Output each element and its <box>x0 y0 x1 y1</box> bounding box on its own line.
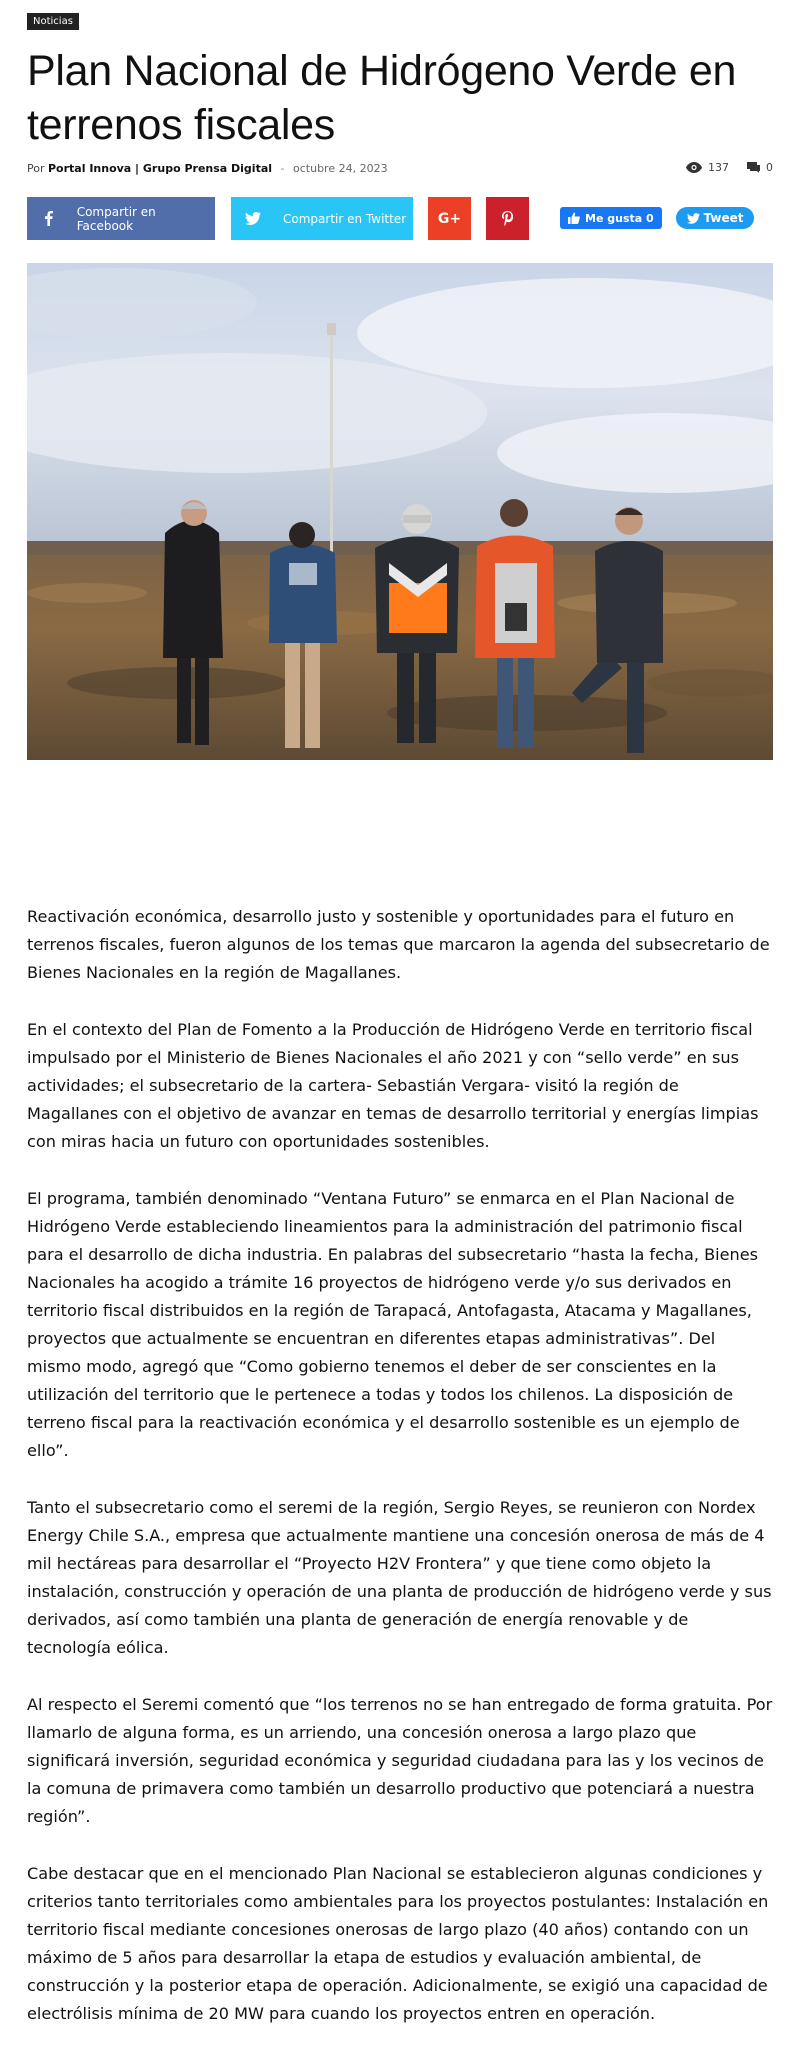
by-label: Por <box>27 162 45 175</box>
comment-icon <box>747 162 760 173</box>
twitter-icon <box>687 213 700 224</box>
article-meta <box>27 162 388 175</box>
paragraph-6: Cabe destacar que en el mencionado Plan Nacional se establecieron algunas condiciones y criterios tanto territoriales como ambientales para los proyectos postulantes: Instalación en territorio fiscal mediante concesiones onerosas de largo plazo (40 años) contando con un máximo de 5 años para desarrollar la etapa de estudios y evaluación ambiental, de construcción y la posterior etapa de operación. Adicionalmente, se exigió una capacidad de electrólisis mínima de 20 MW para cuando los proyectos entren en operación. <box>27 1864 769 2023</box>
share-facebook-label: Compartir en Facebook <box>76 204 156 233</box>
author-link[interactable]: Portal Innova | Grupo Prensa Digital <box>48 162 273 175</box>
tweet-label: Tweet <box>703 211 744 225</box>
paragraph-4: Tanto el subsecretario como el seremi de la región, Sergio Reyes, se reunieron con Nordex Energy Chile S.A., empresa que actualmente mantiene una concesión onerosa de más de 4 mil hectáreas para desarrollar el “Proyecto H2V Frontera” y que tiene como objeto la instalación, construcción y operación de una planta de producción de hidrógeno verde y sus derivados, así como también una planta de generación de energía renovable y de tecnología eólica. <box>27 1498 772 1657</box>
views-value: 137 <box>708 161 729 174</box>
tweet-button[interactable] <box>676 207 754 229</box>
paragraph-2: En el contexto del Plan de Fomento a la Producción de Hidrógeno Verde en territorio fiscal impulsado por el Ministerio de Bienes Nacionales el año 2021 y con “sello verde” en sus actividades; el subsecretario de la cartera- Sebastián Vergara- visitó la región de Magallanes con el objetivo de avanzar en temas de desarrollo territorial y energías limpias con miras hacia un futuro con oportunidades sostenibles. <box>27 1020 759 1151</box>
thumbs-up-icon <box>568 212 580 224</box>
share-twitter-label: Compartir en Twitter <box>283 211 407 226</box>
like-label: Me gusta 0 <box>585 211 654 225</box>
facebook-like-button[interactable] <box>560 207 662 229</box>
twitter-icon <box>245 212 261 225</box>
meta-separator: - <box>280 162 285 175</box>
featured-image <box>27 263 773 760</box>
category-badge[interactable]: Noticias <box>27 13 79 30</box>
comments-count[interactable] <box>747 161 773 174</box>
pinterest-icon <box>502 211 513 226</box>
publish-date: octubre 24, 2023 <box>293 162 388 175</box>
googleplus-icon: G+ <box>437 210 462 227</box>
paragraph-1: Reactivación económica, desarrollo justo y sostenible y oportunidades para el futuro en terrenos fiscales, fueron algunos de los temas que marcaron la agenda del subsecretario de Bienes Nacionales en la región de Magallanes. <box>27 907 770 982</box>
views-count <box>686 161 729 174</box>
share-twitter-button[interactable] <box>231 197 413 240</box>
article-stats <box>668 161 773 174</box>
paragraph-5: Al respecto el Seremi comentó que “los terrenos no se han entregado de forma gratuita. Por llamarlo de alguna forma, es un arriendo, una concesión onerosa a largo plazo que significará inversión, seguridad económica y seguridad ciudadana para las y los vecinos de la comuna de primavera como también un desarrollo productivo que potenciará a nuestra región”. <box>27 1695 773 1826</box>
share-googleplus-button[interactable] <box>428 197 471 240</box>
paragraph-3: El programa, también denominado “Ventana Futuro” se enmarca en el Plan Nacional de Hidrógeno Verde estableciendo lineamientos para la administración del patrimonio fiscal para el desarrollo de dicha industria. En palabras del subsecretario “hasta la fecha, Bienes Nacionales ha acogido a trámite 16 proyectos de hidrógeno verde y/o sus derivados en territorio fiscal distribuidos en la región de Tarapacá, Antofagasta, Atacama y Magallanes, proyectos que actualmente se encuentran en diferentes etapas administrativas”. Del mismo modo, agregó que “Como gobierno tenemos el deber de ser conscientes en la utilización del territorio que le pertenece a todas y todos los chilenos. La disposición de terreno fiscal para la reactivación económica y el desarrollo sostenible es un ejemplo de ello”. <box>27 1189 759 1460</box>
share-facebook-button[interactable] <box>27 197 215 240</box>
comments-value: 0 <box>766 161 773 174</box>
featured-image-illustration <box>27 263 773 760</box>
page-title: Plan Nacional de Hidrógeno Verde en terrenos fiscales <box>27 47 737 149</box>
article-body <box>27 903 773 2057</box>
eye-icon <box>686 162 702 173</box>
share-pinterest-button[interactable] <box>486 197 529 240</box>
facebook-icon <box>45 211 53 226</box>
